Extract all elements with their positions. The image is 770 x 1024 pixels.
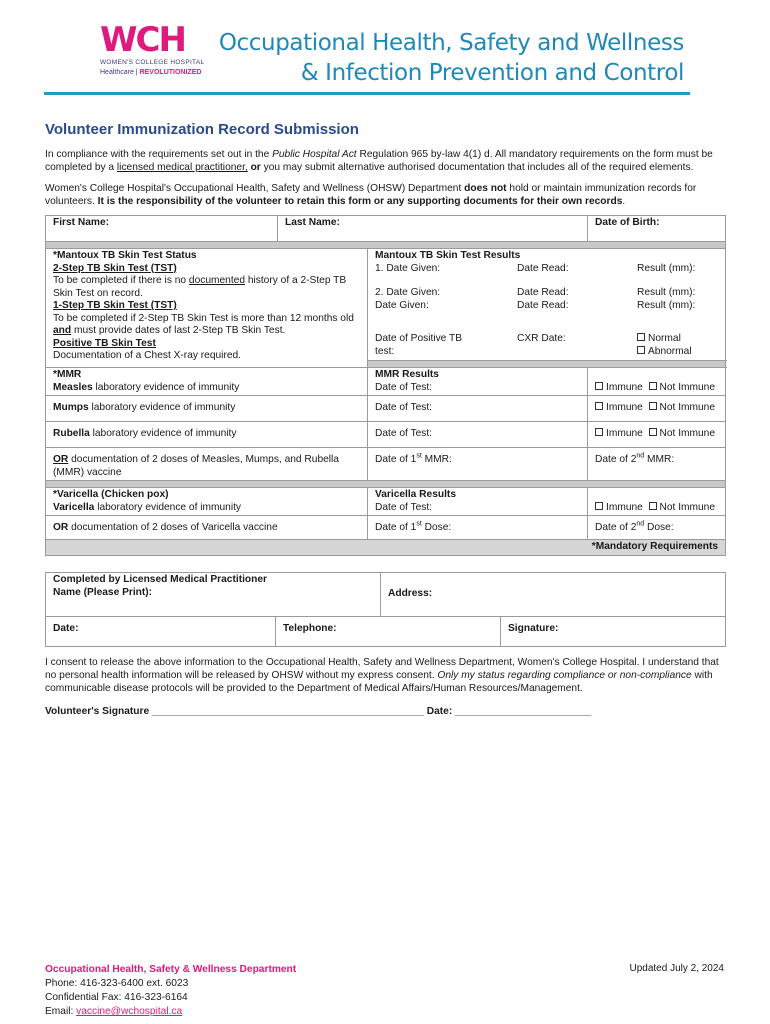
mumps-test-date[interactable]: Date of Test:	[368, 396, 588, 422]
tst1-date-given[interactable]: 1. Date Given:	[375, 262, 441, 274]
practitioner-telephone-field[interactable]: Telephone:	[276, 617, 501, 647]
last-name-field[interactable]: Last Name:	[278, 216, 588, 242]
positive-tb-cell	[368, 313, 726, 361]
intro-paragraph-1: In compliance with the requirements set out in the Public Hospital Act Regulation 965 by-law 4(1) d. All mandatory requirements on the form must be completed by a licensed medical practitioner, or you may submit alternative authorised documentation that includes all of the required elements.	[45, 149, 713, 173]
mmr-doses-cell: OR documentation of 2 doses of Measles, Mumps, and Rubella (MMR) vaccine	[46, 448, 368, 481]
tst2-cell	[368, 275, 726, 313]
positive-tb-date[interactable]: Date of Positive TB test:	[375, 333, 463, 357]
dob-field[interactable]: Date of Birth:	[588, 216, 726, 242]
practitioner-table	[45, 572, 726, 647]
varicella-second-dose-date[interactable]: Date of 2nd Dose:	[588, 516, 726, 540]
tst2-date-given[interactable]: 2. Date Given:	[375, 287, 441, 298]
cxr-date[interactable]: CXR Date:	[517, 333, 566, 344]
mumps-cell: Mumps laboratory evidence of immunity	[46, 396, 368, 422]
footer-phone: Phone: 416-323-6400 ext. 6023	[45, 978, 189, 989]
rubella-cell: Rubella laboratory evidence of immunity	[46, 422, 368, 448]
varicella-immune-status[interactable]: Immune Not Immune	[588, 488, 726, 516]
immunization-form-table	[45, 215, 726, 556]
mandatory-note: *Mandatory Requirements	[46, 540, 726, 556]
updated-date: Updated July 2, 2024	[629, 963, 724, 974]
footer-email: Email: vaccine@wchospital.ca	[45, 1006, 183, 1017]
varicella-cell: *Varicella (Chicken pox) Varicella laboratory evidence of immunity	[46, 488, 368, 516]
tst1-result[interactable]: Result (mm):	[637, 262, 696, 274]
document-title: Volunteer Immunization Record Submission	[45, 121, 359, 138]
tst3-result[interactable]: Result (mm):	[637, 299, 696, 311]
normal-checkbox[interactable]: Normal	[637, 333, 692, 346]
measles-test-date[interactable]: MMR Results Date of Test:	[368, 368, 588, 396]
varicella-test-date[interactable]: Varicella Results Date of Test:	[368, 488, 588, 516]
logo-tagline: Healthcare | REVOLUTIONIZED	[100, 69, 202, 76]
mmr-second-dose-date[interactable]: Date of 2nd MMR:	[588, 448, 726, 481]
logo-hospital-name: WOMEN'S COLLEGE HOSPITAL	[100, 59, 205, 66]
measles-cell: *MMR Measles laboratory evidence of immunity	[46, 368, 368, 396]
tst3-date-given[interactable]: Date Given:	[375, 299, 429, 311]
tst2-date-read[interactable]: Date Read:	[517, 287, 569, 298]
footer-contact	[45, 963, 296, 1019]
tb-status-cell: *Mantoux TB Skin Test Status 2-Step TB Skin Test (TST) To be completed if there is no documented history of a 2-Step TB Skin Test on record. 1-Step TB Skin Test (TST) To be completed if 2-Step TB Skin Test is more than 12 months old and must provide dates of last 2-Step TB Skin Test. Positive TB Skin Test Documentation of a Chest X-ray required.	[46, 249, 368, 368]
first-name-field[interactable]: First Name:	[46, 216, 278, 242]
volunteer-signature-line[interactable]: Volunteer's Signature ________________________________________________ Date: ________________________	[45, 706, 592, 717]
practitioner-name-field[interactable]: Completed by Licensed Medical Practitioner Name (Please Print):	[46, 573, 381, 617]
measles-immune-status[interactable]: Immune Not Immune	[588, 368, 726, 396]
header-divider	[44, 92, 690, 95]
footer-fax: Confidential Fax: 416-323-6164	[45, 992, 188, 1003]
tst1-date-read[interactable]: Date Read:	[517, 262, 569, 274]
practitioner-date-field[interactable]: Date:	[46, 617, 276, 647]
tst2-result[interactable]: Result (mm):	[637, 287, 696, 298]
mmr-first-dose-date[interactable]: Date of 1st MMR:	[368, 448, 588, 481]
practitioner-address-field[interactable]: Address:	[381, 573, 726, 617]
header-title: Occupational Health, Safety and Wellness & Infection Prevention and Control	[218, 30, 684, 86]
footer-department: Occupational Health, Safety & Wellness Department	[45, 964, 297, 975]
logo-letters: WCH	[100, 20, 185, 60]
mumps-immune-status[interactable]: Immune Not Immune	[588, 396, 726, 422]
varicella-first-dose-date[interactable]: Date of 1st Dose:	[368, 516, 588, 540]
abnormal-checkbox[interactable]: Abnormal	[637, 346, 692, 359]
rubella-immune-status[interactable]: Immune Not Immune	[588, 422, 726, 448]
consent-statement: I consent to release the above information to the Occupational Health, Safety and Wellness Department, Women's College Hospital. I understand that no personal health information will be released by OHSW without my express consent. Only my status regarding compliance or non-compliance with communicable disease protocols will be provided to the Department of Medical Affairs/Human Resources/Management.	[45, 657, 719, 694]
email-link[interactable]: vaccine@wchospital.ca	[76, 1006, 183, 1017]
page-header	[0, 0, 770, 100]
rubella-test-date[interactable]: Date of Test:	[368, 422, 588, 448]
tst3-date-read[interactable]: Date Read:	[517, 299, 569, 311]
intro-paragraph-2: Women's College Hospital's Occupational Health, Safety and Wellness (OHSW) Department does not hold or maintain immunization records for volunteers. It is the responsibility of the volunteer to retain this form or any supporting documents for their own records.	[45, 183, 697, 207]
practitioner-signature-field[interactable]: Signature:	[501, 617, 726, 647]
varicella-doses-cell: OR documentation of 2 doses of Varicella vaccine	[46, 516, 368, 540]
tb-results-cell: Mantoux TB Skin Test Results 1. Date Given: Date Read: Result (mm):	[368, 249, 726, 276]
wch-logo	[100, 22, 220, 82]
